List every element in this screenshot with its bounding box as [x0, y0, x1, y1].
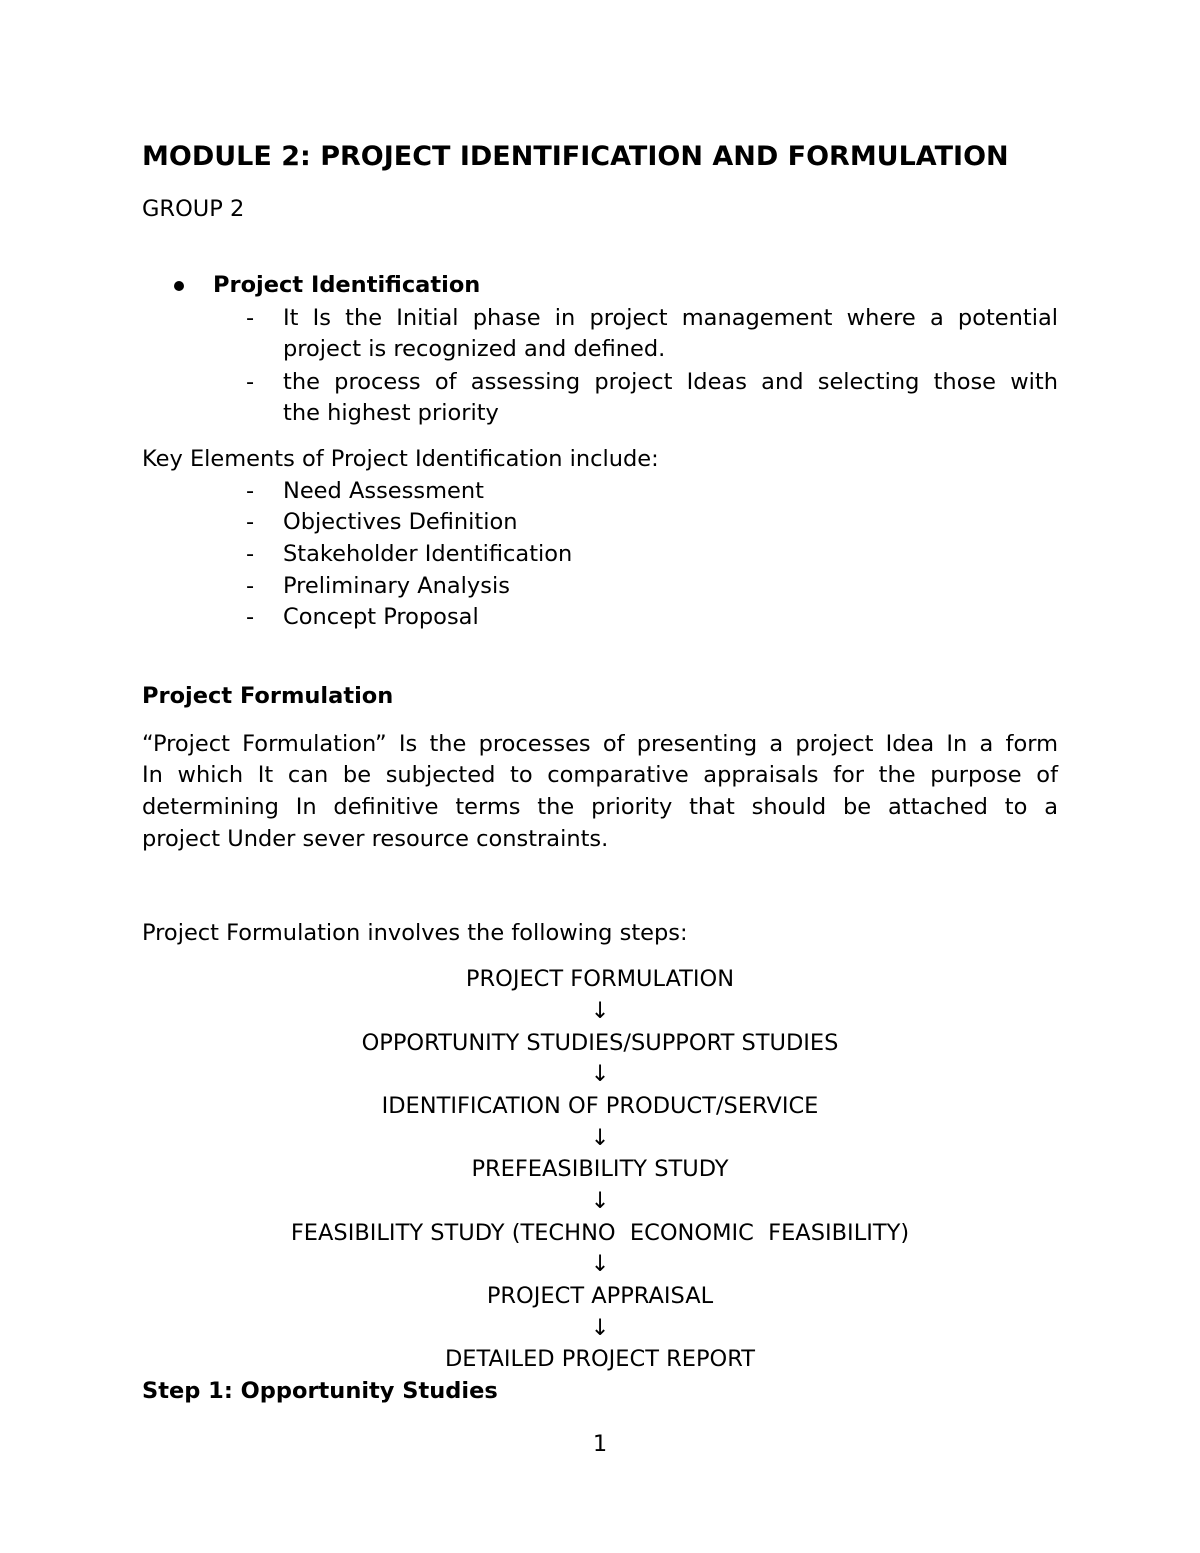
dash-marker: -: [246, 369, 255, 395]
key-element-item: Need Assessment: [283, 478, 484, 504]
flow-step: FEASIBILITY STUDY (TECHNO ECONOMIC FEASIBILITY): [290, 1220, 910, 1246]
step-1-heading: Step 1: Opportunity Studies: [142, 1378, 498, 1404]
down-arrow-icon: ↓: [590, 1061, 610, 1087]
key-element-item: Preliminary Analysis: [283, 573, 510, 599]
identification-point-2-line-2: the highest priority: [283, 400, 499, 426]
formulation-paragraph-line-2: In which It can be subjected to comparative appraisals for the purpose of: [142, 762, 1058, 788]
dash-marker: -: [246, 509, 255, 535]
down-arrow-icon: ↓: [590, 1125, 610, 1151]
key-element-item: Stakeholder Identification: [283, 541, 573, 567]
bullet-dot: [174, 281, 184, 291]
down-arrow-icon: ↓: [590, 1188, 610, 1214]
dash-marker: -: [246, 541, 255, 567]
down-arrow-icon: ↓: [590, 1315, 610, 1341]
flow-step: IDENTIFICATION OF PRODUCT/SERVICE: [381, 1093, 819, 1119]
key-element-item: Concept Proposal: [283, 604, 479, 630]
group-label: GROUP 2: [142, 196, 245, 222]
dash-marker: -: [246, 573, 255, 599]
dash-marker: -: [246, 478, 255, 504]
flow-step: DETAILED PROJECT REPORT: [444, 1346, 756, 1372]
flow-step: OPPORTUNITY STUDIES/SUPPORT STUDIES: [361, 1030, 839, 1056]
module-title: MODULE 2: PROJECT IDENTIFICATION AND FORMULATION: [142, 141, 1009, 172]
key-element-item: Objectives Definition: [283, 509, 518, 535]
down-arrow-icon: ↓: [590, 998, 610, 1024]
project-identification-heading: Project Identification: [213, 272, 481, 298]
flow-step: PROJECT FORMULATION: [465, 966, 735, 992]
identification-point-2-line-1: the process of assessing project Ideas and selecting those with: [283, 369, 1058, 395]
formulation-paragraph-line-4: project Under sever resource constraints.: [142, 826, 609, 852]
flow-step: PROJECT APPRAISAL: [486, 1283, 714, 1309]
steps-intro: Project Formulation involves the following steps:: [142, 920, 688, 946]
formulation-paragraph-line-3: determining In definitive terms the priority that should be attached to a: [142, 794, 1058, 820]
project-formulation-heading: Project Formulation: [142, 683, 394, 709]
flow-step: PREFEASIBILITY STUDY: [471, 1156, 729, 1182]
page-number: 1: [592, 1431, 608, 1457]
identification-point-1-line-1: It Is the Initial phase in project management where a potential: [283, 305, 1058, 331]
identification-point-1-line-2: project is recognized and defined.: [283, 336, 666, 362]
down-arrow-icon: ↓: [590, 1251, 610, 1277]
formulation-paragraph-line-1: “Project Formulation” Is the processes of presenting a project Idea In a form: [142, 731, 1058, 757]
dash-marker: -: [246, 604, 255, 630]
key-elements-intro: Key Elements of Project Identification include:: [142, 446, 659, 472]
dash-marker: -: [246, 305, 255, 331]
